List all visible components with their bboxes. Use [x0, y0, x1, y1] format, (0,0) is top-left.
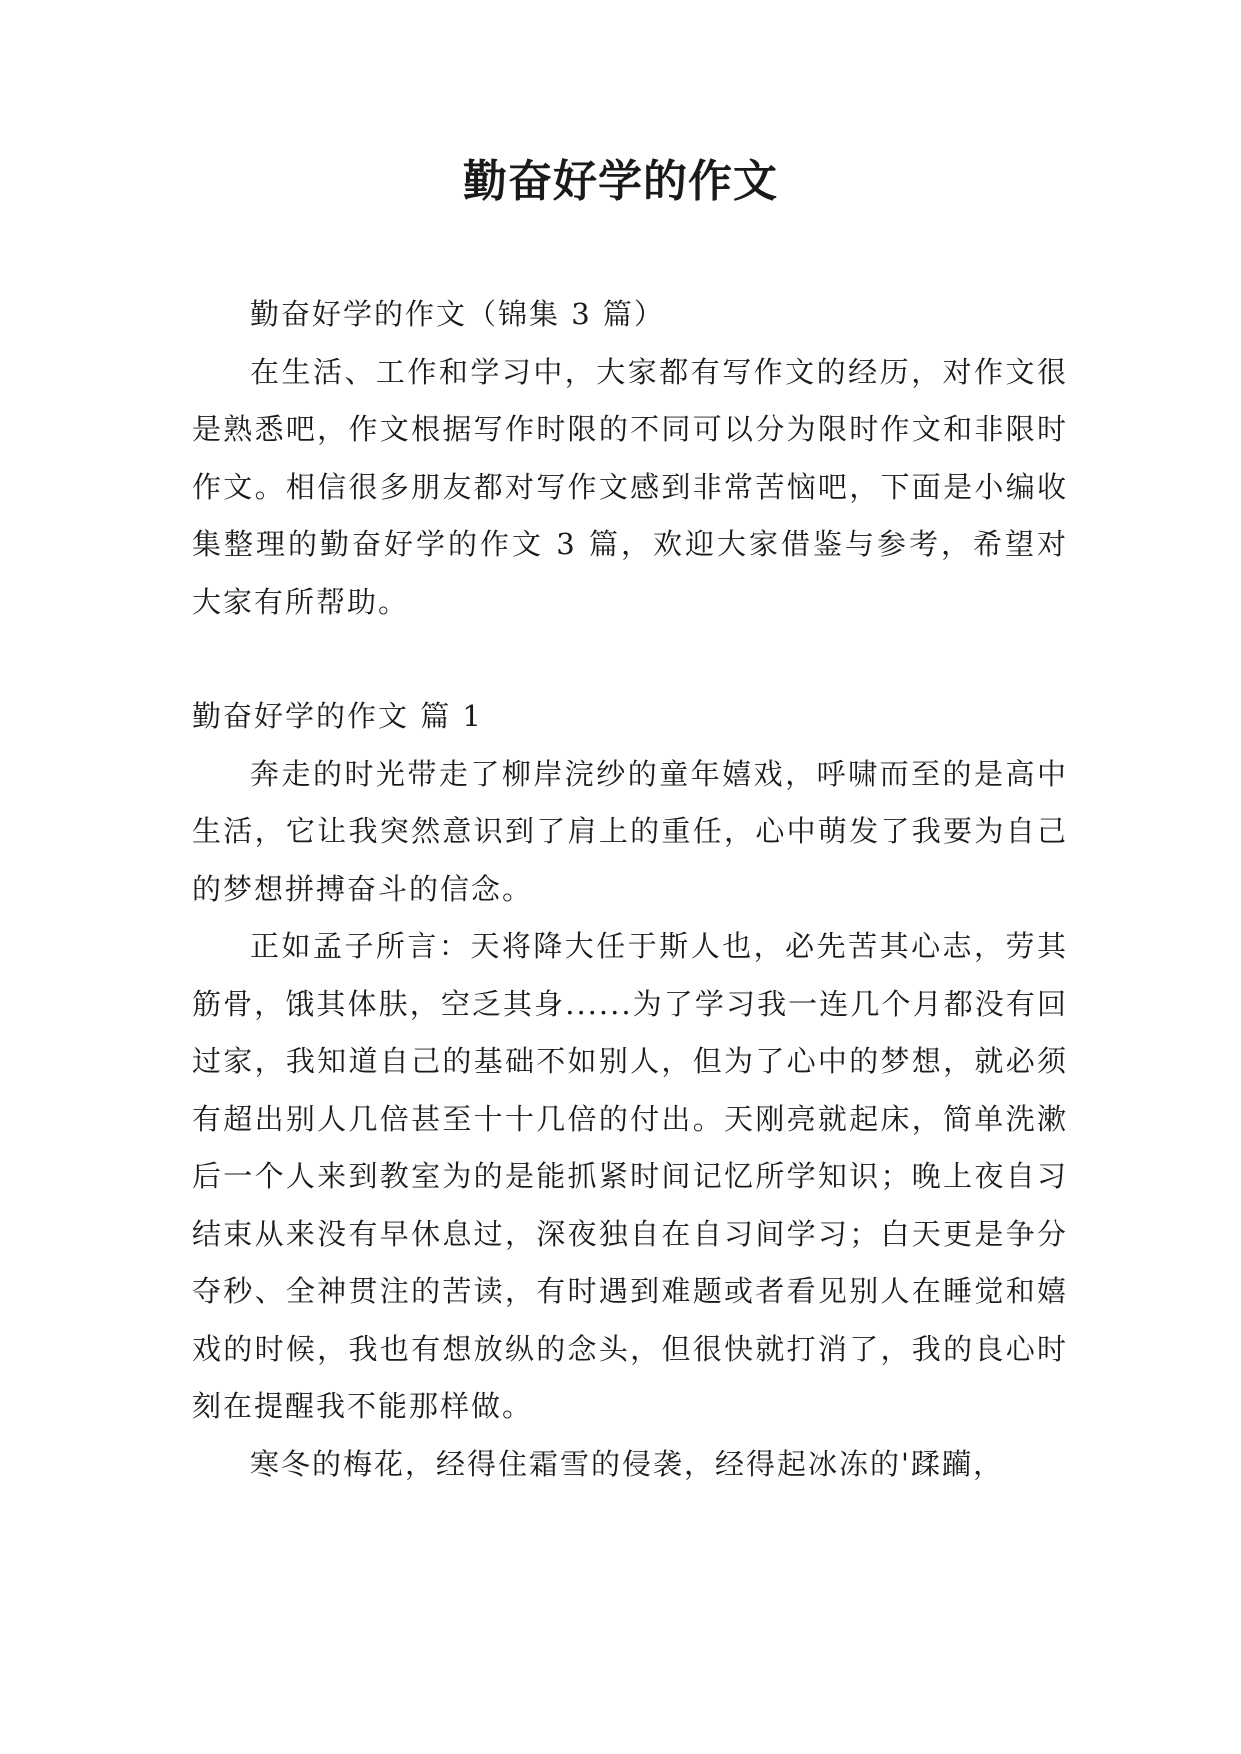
section-spacer: [192, 631, 1068, 688]
body-paragraph: 正如孟子所言：天将降大任于斯人也，必先苦其心志，劳其筋骨，饿其体肤，空乏其身......为了学习我一连几个月都没有回过家，我知道自己的基础不如别人，但为了心中的梦想，就必须有超出别人几倍甚至十十几倍的付出。天刚亮就起床，简单洗漱后一个人来到教室为的是能抓紧时间记忆所学知识；晚上夜自习结束从来没有早休息过，深夜独自在自习间学习；白天更是争分夺秒、全神贯注的苦读，有时遇到难题或者看见别人在睡觉和嬉戏的时候，我也有想放纵的念头，但很快就打消了，我的良心时刻在提醒我不能那样做。: [192, 929, 1068, 1423]
body-paragraph: 奔走的时光带走了柳岸浣纱的童年嬉戏，呼啸而至的是高中生活，它让我突然意识到了肩上的重任，心中萌发了我要为自己的梦想拼搏奋斗的信念。: [192, 756, 1068, 906]
document-title: 勤奋好学的作文: [463, 156, 778, 207]
document-body: [192, 286, 1068, 1493]
section-heading: 勤奋好学的作文 篇 1: [192, 699, 483, 733]
intro-paragraph: 在生活、工作和学习中，大家都有写作文的经历，对作文很是熟悉吧，作文根据写作时限的不同可以分为限时作文和非限时作文。相信很多朋友都对写作文感到非常苦恼吧，下面是小编收集整理的勤奋好学的作文 3 篇，欢迎大家借鉴与参考，希望对大家有所帮助。: [192, 354, 1068, 619]
body-paragraph: 寒冬的梅花，经得住霜雪的侵袭，经得起冰冻的'蹂躏，: [250, 1446, 1004, 1481]
subtitle-line: 勤奋好学的作文（锦集 3 篇）: [250, 297, 665, 331]
